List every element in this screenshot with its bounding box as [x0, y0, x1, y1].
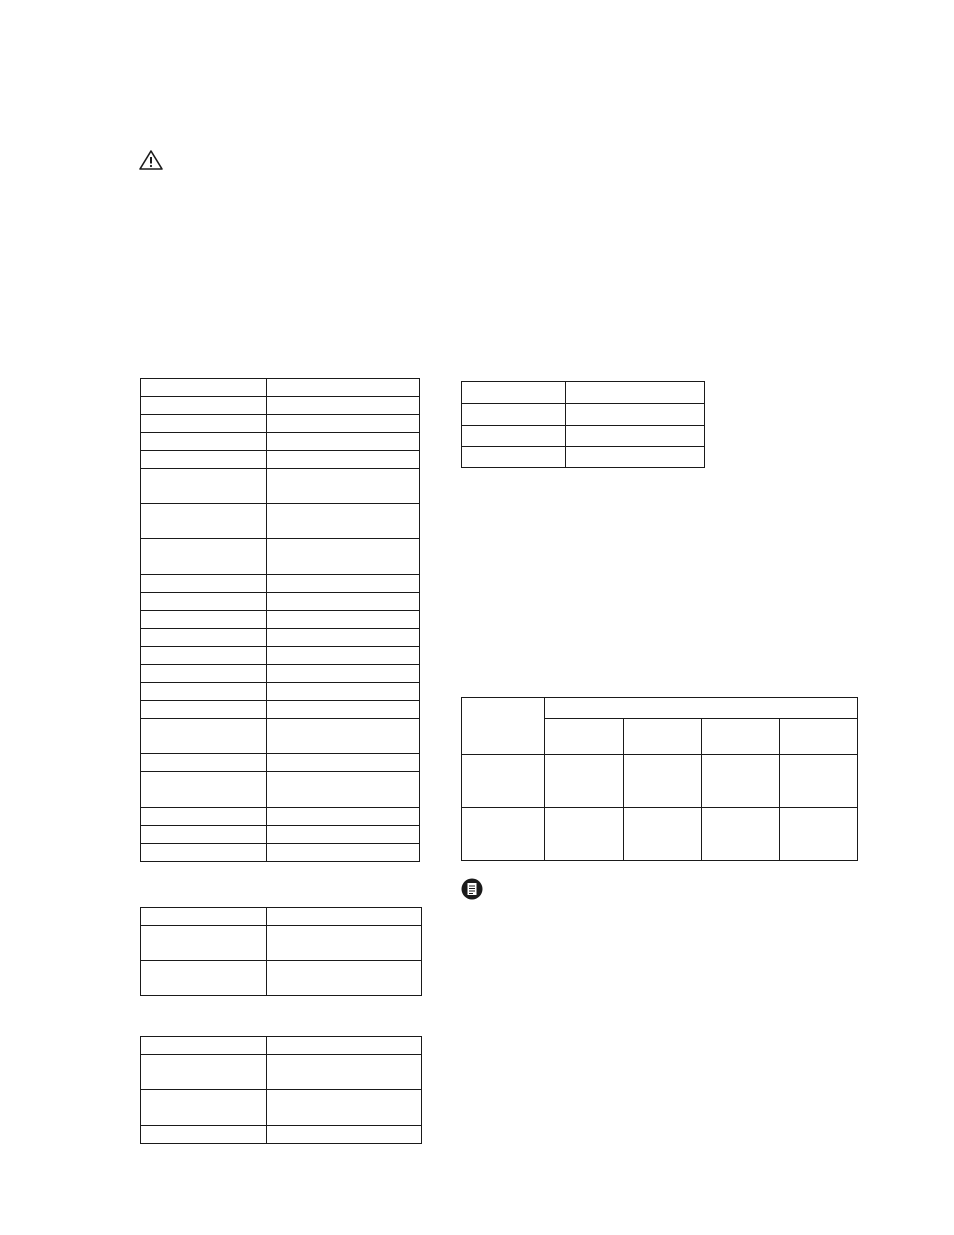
small-table-b	[140, 1036, 422, 1144]
table-row	[141, 701, 420, 719]
table-row	[141, 926, 422, 961]
table-row	[141, 469, 420, 504]
table-row	[462, 426, 705, 447]
table-row	[141, 629, 420, 647]
small-table-a	[140, 907, 422, 996]
table-row	[141, 593, 420, 611]
table-header-row	[462, 698, 858, 719]
table-row	[141, 772, 420, 808]
small-table-right	[461, 381, 705, 468]
spec-table	[140, 378, 420, 862]
table-row	[141, 575, 420, 593]
table-row	[141, 719, 420, 754]
table-row	[141, 1037, 422, 1055]
table-row	[141, 379, 420, 397]
table-row	[141, 1090, 422, 1126]
warning-triangle-icon	[138, 149, 164, 171]
table-row	[462, 447, 705, 468]
table-row	[462, 755, 858, 808]
table-row	[141, 1055, 422, 1090]
table-row	[141, 433, 420, 451]
table-row	[141, 826, 420, 844]
table-row	[141, 504, 420, 539]
table-row	[141, 808, 420, 826]
table-row	[141, 908, 422, 926]
table-row	[141, 665, 420, 683]
table-row	[141, 611, 420, 629]
table-row	[141, 683, 420, 701]
table-row	[141, 844, 420, 862]
table-row	[141, 961, 422, 996]
table-row	[462, 808, 858, 861]
table-row	[141, 451, 420, 469]
note-icon	[461, 878, 483, 900]
table-row	[462, 404, 705, 426]
table-row	[141, 647, 420, 665]
table-row	[141, 754, 420, 772]
table-row	[141, 415, 420, 433]
table-row	[141, 539, 420, 575]
matrix-table	[461, 697, 858, 861]
table-row	[141, 397, 420, 415]
table-row	[462, 382, 705, 404]
table-row	[141, 1126, 422, 1144]
